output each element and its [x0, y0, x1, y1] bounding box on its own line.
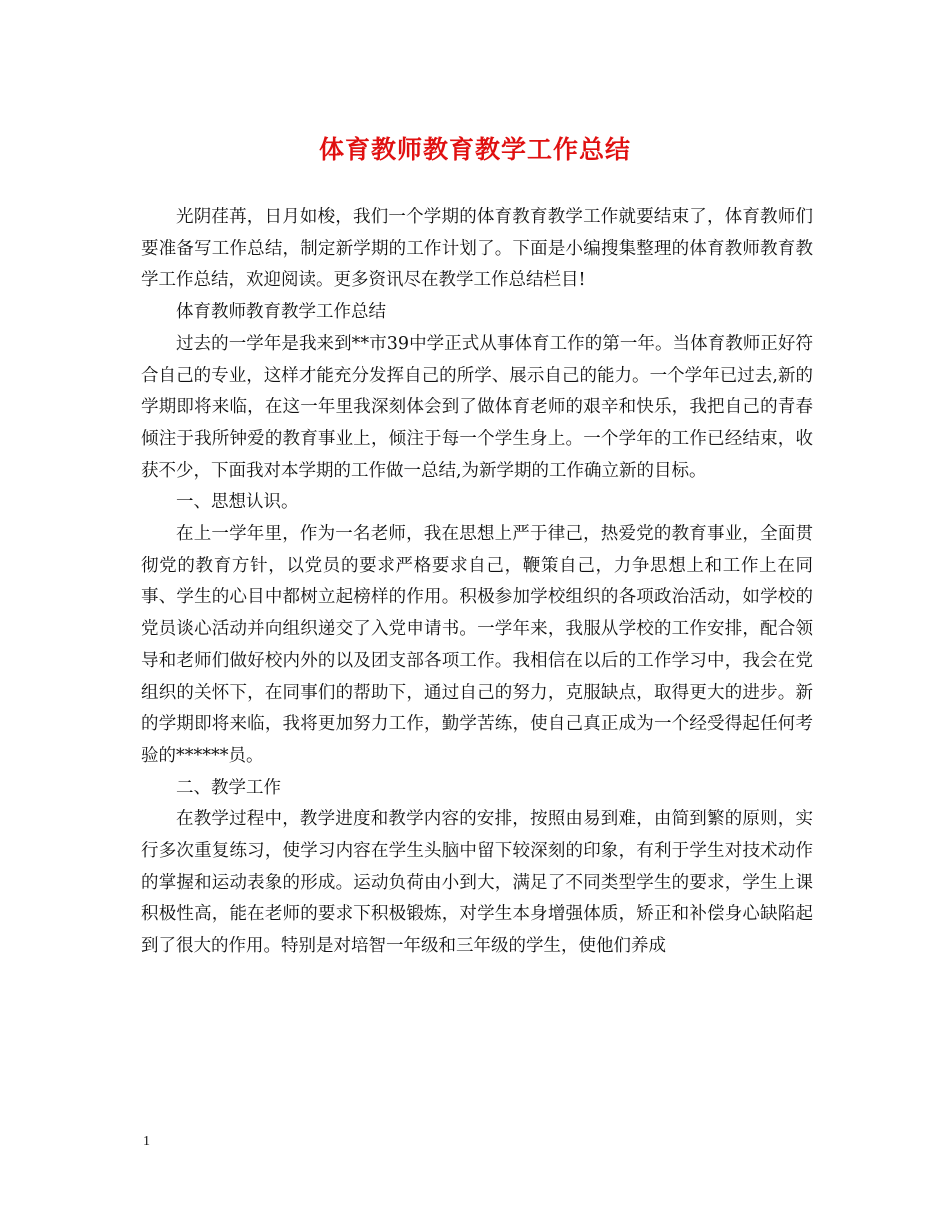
paragraph-teaching: 在教学过程中，教学进度和教学内容的安排，按照由易到难，由简到繁的原则，实行多次重复练习，使学习内容在学生头脑中留下较深刻的印象，有利于学生对技术动作的掌握和运动表象的形成。运动负荷由小到大，满足了不同类型学生的要求，学生上课积极性高，能在老师的要求下积极锻炼，对学生本身增强体质，矫正和补偿身心缺陷起到了很大的作用。特别是对培智一年级和三年级的学生，使他们养成 — [141, 809, 813, 957]
section-heading-thinking: 一、思想认识。 — [176, 492, 299, 513]
document-body — [141, 202, 813, 963]
paragraph-overview: 过去的一学年是我来到**市39中学正式从事体育工作的第一年。当体育教师正好符合自己的专业，这样才能充分发挥自己的所学、展示自己的能力。一个学年已过去,新的学期即将来临，在这一年里我深刻体会到了做体育老师的艰辛和快乐，我把自己的青春倾注于我所钟爱的教育事业上，倾注于每一个学生身上。一个学年的工作已经结束，收获不少，下面我对本学期的工作做一总结,为新学期的工作确立新的目标。 — [141, 333, 813, 481]
paragraph-thinking: 在上一学年里，作为一名老师，我在思想上严于律己，热爱党的教育事业，全面贯彻党的教育方针，以党员的要求严格要求自己，鞭策自己，力争思想上和工作上在同事、学生的心目中都树立起榜样的作用。积极参加学校组织的各项政治活动，如学校的党员谈心活动并向组织递交了入党申请书。一学年来，我服从学校的工作安排，配合领导和老师们做好校内外的以及团支部各项工作。我相信在以后的工作学习中，我会在党组织的关怀下，在同事们的帮助下，通过自己的努力，克服缺点，取得更大的进步。新的学期即将来临，我将更加努力工作，勤学苦练，使自己真正成为一个经受得起任何考验的******员。 — [141, 524, 813, 766]
paragraph-intro: 光阴荏苒，日月如梭，我们一个学期的体育教育教学工作就要结束了，体育教师们要准备写工作总结，制定新学期的工作计划了。下面是小编搜集整理的体育教师教育教学工作总结，欢迎阅读。更多资讯尽在教学工作总结栏目! — [141, 207, 813, 291]
page-number: 1 — [143, 1134, 150, 1149]
section-heading-teaching: 二、教学工作 — [176, 777, 281, 798]
paragraph-subtitle: 体育教师教育教学工作总结 — [176, 302, 386, 323]
document-title: 体育教师教育教学工作总结 — [318, 135, 631, 164]
